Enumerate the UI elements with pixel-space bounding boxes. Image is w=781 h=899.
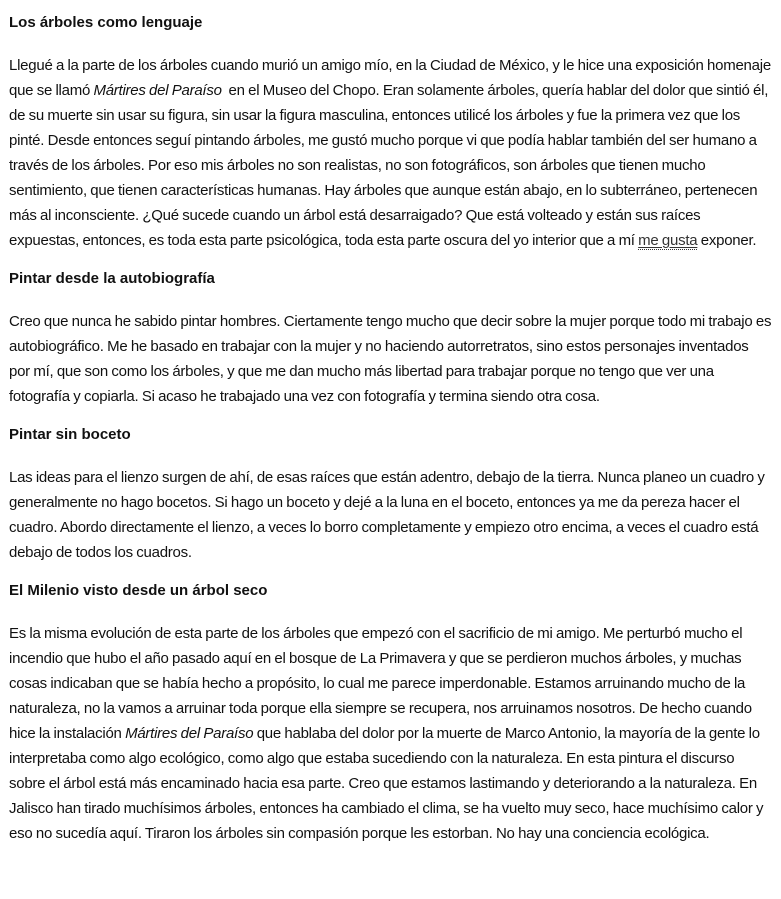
paragraph-text: exponer.: [697, 232, 757, 249]
exhibition-title: Mártires del Paraíso: [125, 725, 254, 742]
paragraph-text: en el Museo del Chopo. Eran solamente árboles, quería hablar del dolor que sintió él, de su muerte sin usar su figura, sin usar la figura masculina, entonces utilicé los árboles y fue la primera vez que los pinté. Desde entonces seguí pintando árboles, me gustó mucho porque vi que podía hablar también del ser humano a través de los árboles. Por eso mis árboles no son realistas, no son fotográficos, son árboles que tienen mucho sentimiento, que tienen características humanas. Hay árboles que aunque están abajo, en lo subterráneo, pertenecen más al inconsciente. ¿Qué sucede cuando un árbol está desarraigado? Que está volteado y están sus raíces expuestas, entonces, es toda esta parte psicológica, toda esta parte oscura del yo interior que a mí: [9, 82, 772, 249]
section-heading: Pintar desde la autobiografía: [9, 270, 215, 287]
section-heading: El Milenio visto desde un árbol seco: [9, 582, 268, 599]
section-paragraph: [9, 53, 772, 253]
section-heading: Pintar sin boceto: [9, 426, 131, 443]
paragraph-text: que hablaba del dolor por la muerte de Marco Antonio, la mayoría de la gente lo interpretaba como algo ecológico, como algo que estaba sucediendo con la naturaleza. En esta pintura el discurso sobre el árbol está más encaminado hacia esa parte. Creo que estamos lastimando y deteriorando a la naturaleza. En Jalisco han tirado muchísimos árboles, entonces ha cambiado el clima, se ha vuelto muy seco, hace muchísimo calor y eso no sucedía aquí. Tiraron los árboles sin compasión porque les estorban. No hay una conciencia ecológica.: [9, 725, 764, 842]
section-paragraph: Las ideas para el lienzo surgen de ahí, de esas raíces que están adentro, debajo de la tierra. Nunca planeo un cuadro y generalmente no hago bocetos. Si hago un boceto y dejé a la luna en el boceto, entonces ya me da pereza hacer el cuadro. Abordo directamente el lienzo, a veces lo borro completamente y empiezo otro encima, a veces el cuadro está debajo de todos los cuadros.: [9, 469, 765, 561]
exhibition-title: Mártires del Paraíso: [93, 82, 222, 99]
section-paragraph: [9, 621, 772, 846]
paragraph-text: Es la misma evolución de esta parte de los árboles que empezó con el sacrificio de mi amigo. Me perturbó mucho el incendio que hubo el año pasado aquí en el bosque de La Primavera y que se perdieron muchos árboles, y muchas cosas indicaban que se había hecho a propósito, lo cual me parece imperdonable. Estamos arruinando mucho de la naturaleza, no la vamos a arruinar toda porque ella siempre se recupera, nos arruinamos nosotros. De hecho cuando hice la instalación: [9, 625, 752, 742]
me-gusta-link[interactable]: me gusta: [638, 232, 698, 249]
section-heading: Los árboles como lenguaje: [9, 14, 203, 31]
paragraph-text: Llegué a la parte de los árboles cuando murió un amigo mío, en la Ciudad de México, y le hice una exposición homenaje que se llamó: [9, 57, 771, 99]
section-paragraph: Creo que nunca he sabido pintar hombres. Ciertamente tengo mucho que decir sobre la mujer porque todo mi trabajo es autobiográfico. Me he basado en trabajar con la mujer y no haciendo autorretratos, sino estos personajes inventados por mí, que son como los árboles, y que me dan mucho más libertad para trabajar porque no tengo que ver una fotografía y copiarla. Si acaso he trabajado una vez con fotografía y termina siendo otra cosa.: [9, 313, 772, 405]
